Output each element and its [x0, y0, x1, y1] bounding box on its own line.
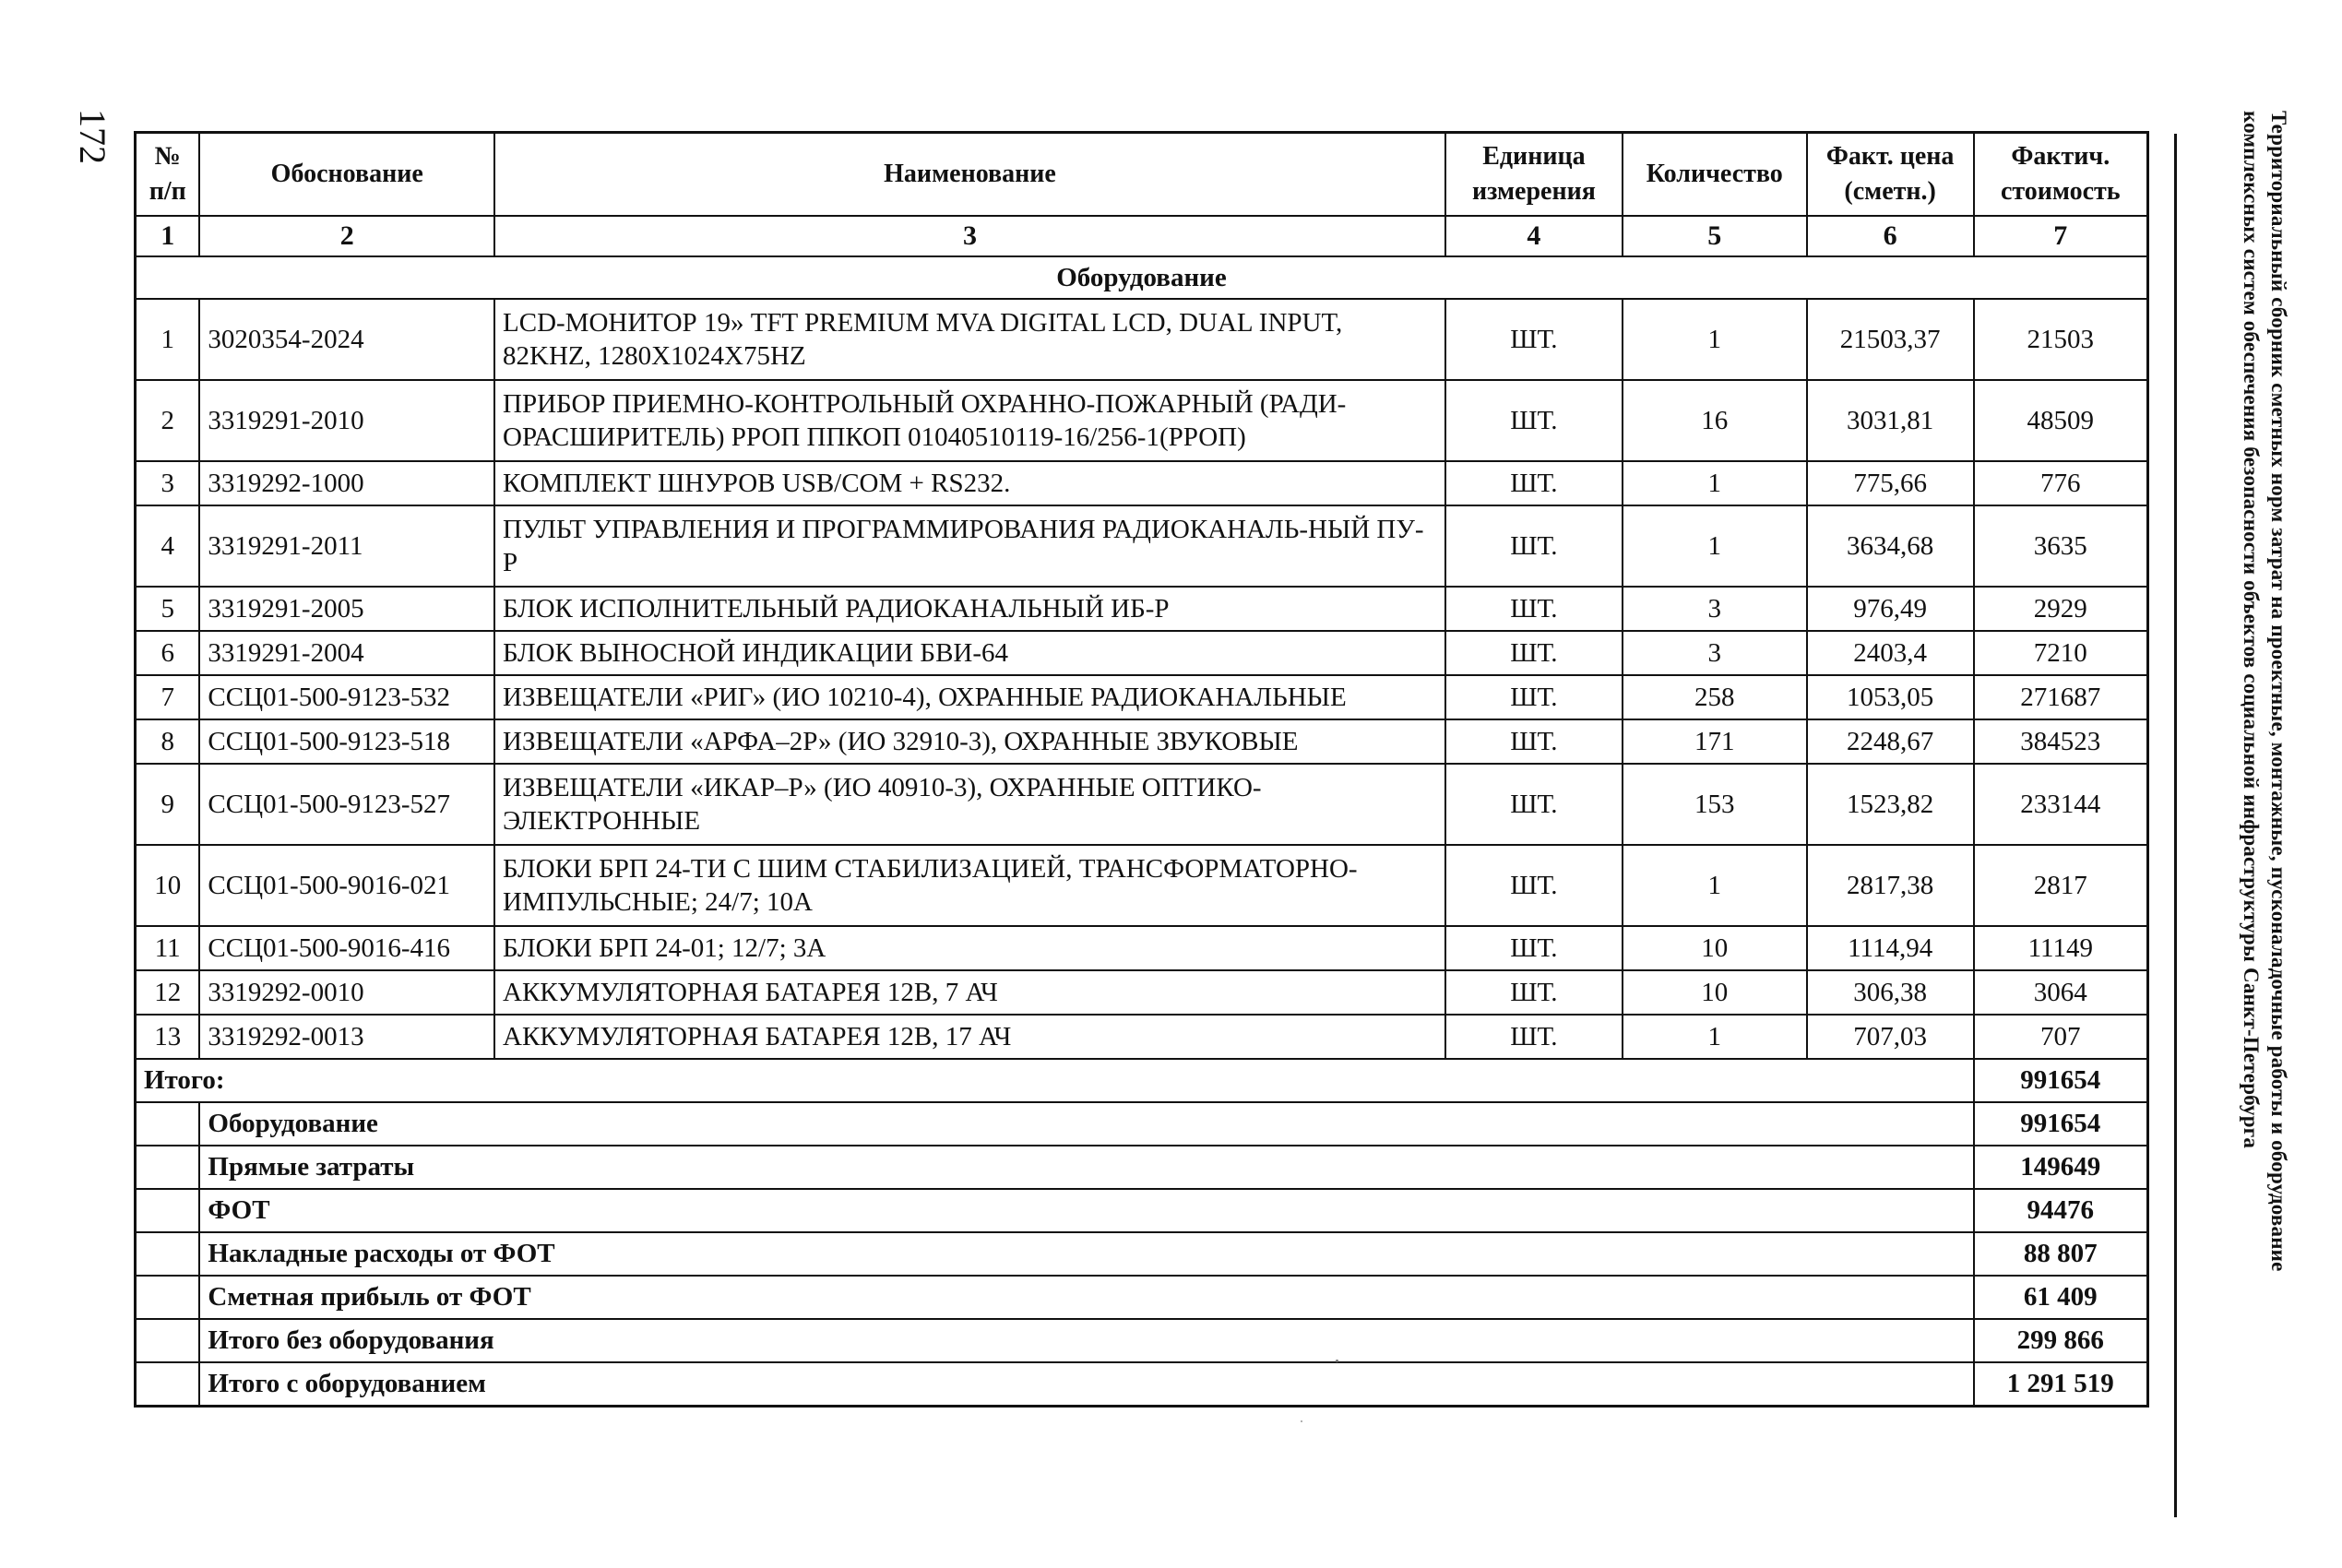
total-label: Итого:: [136, 1059, 1974, 1102]
row-code: 3319292-0013: [199, 1015, 494, 1059]
row-number: 6: [136, 631, 200, 675]
summary-label: Оборудование: [199, 1102, 1973, 1146]
row-number: 10: [136, 845, 200, 926]
row-quantity: 171: [1623, 719, 1807, 764]
table-row: [136, 505, 2148, 587]
row-price: 3634,68: [1807, 505, 1974, 587]
row-quantity: 3: [1623, 631, 1807, 675]
row-cost: 3064: [1974, 970, 2148, 1015]
column-number: 5: [1623, 216, 1807, 256]
estimate-table: [134, 131, 2149, 1408]
row-number: 13: [136, 1015, 200, 1059]
header-number-line2: п/п: [149, 177, 186, 206]
row-price: 1053,05: [1807, 675, 1974, 719]
row-unit: ШТ.: [1445, 845, 1623, 926]
row-unit: ШТ.: [1445, 505, 1623, 587]
row-price: 306,38: [1807, 970, 1974, 1015]
row-cost: 707: [1974, 1015, 2148, 1059]
row-code: 3319291-2004: [199, 631, 494, 675]
row-cost: 48509: [1974, 380, 2148, 461]
column-number: 7: [1974, 216, 2148, 256]
section-row: [136, 256, 2148, 299]
row-name: АККУМУЛЯТОРНАЯ БАТАРЕЯ 12В, 17 АЧ: [494, 1015, 1445, 1059]
row-cost: 384523: [1974, 719, 2148, 764]
summary-label: Прямые затраты: [199, 1146, 1973, 1189]
column-number: 1: [136, 216, 200, 256]
header-number: [136, 133, 200, 217]
row-cost: 11149: [1974, 926, 2148, 970]
row-number: 4: [136, 505, 200, 587]
row-quantity: 1: [1623, 299, 1807, 380]
row-cost: 2817: [1974, 845, 2148, 926]
summary-value: 149649: [1974, 1146, 2148, 1189]
side-running-header: [2237, 111, 2292, 1494]
table-row: [136, 926, 2148, 970]
scan-speck: [1301, 1420, 1302, 1422]
row-number: 11: [136, 926, 200, 970]
table-row: [136, 461, 2148, 505]
summary-spacer: [136, 1319, 200, 1362]
header-unit: [1445, 133, 1623, 217]
header-price: [1807, 133, 1974, 217]
row-unit: ШТ.: [1445, 926, 1623, 970]
summary-spacer: [136, 1146, 200, 1189]
row-unit: ШТ.: [1445, 1015, 1623, 1059]
total-value: 991654: [1974, 1059, 2148, 1102]
header-cost-line2: стоимость: [2000, 177, 2121, 206]
summary-value: 94476: [1974, 1189, 2148, 1232]
row-quantity: 1: [1623, 845, 1807, 926]
row-unit: ШТ.: [1445, 970, 1623, 1015]
row-name: ПУЛЬТ УПРАВЛЕНИЯ И ПРОГРАММИРОВАНИЯ РАДИОКАНАЛЬ-НЫЙ ПУ-Р: [494, 505, 1445, 587]
header-quantity: Количество: [1623, 133, 1807, 217]
table-row: [136, 1015, 2148, 1059]
row-code: 3319291-2011: [199, 505, 494, 587]
row-cost: 3635: [1974, 505, 2148, 587]
row-unit: ШТ.: [1445, 587, 1623, 631]
summary-row: [136, 1362, 2148, 1407]
row-name: БЛОКИ БРП 24-ТИ С ШИМ СТАБИЛИЗАЦИЕЙ, ТРАНСФОРМАТОРНО-ИМПУЛЬСНЫЕ; 24/7; 10А: [494, 845, 1445, 926]
page-number: 172: [72, 109, 113, 164]
row-code: 3319291-2010: [199, 380, 494, 461]
row-unit: ШТ.: [1445, 764, 1623, 845]
row-code: ССЦ01-500-9123-532: [199, 675, 494, 719]
header-cost: [1974, 133, 2148, 217]
column-number: 4: [1445, 216, 1623, 256]
row-name: LCD-МОНИТОР 19» TFT PREMIUM MVA DIGITAL LCD, DUAL INPUT, 82KHZ, 1280X1024X75HZ: [494, 299, 1445, 380]
summary-label: ФОТ: [199, 1189, 1973, 1232]
row-price: 3031,81: [1807, 380, 1974, 461]
header-basis: Обоснование: [199, 133, 494, 217]
row-name: КОМПЛЕКТ ШНУРОВ USB/COM + RS232.: [494, 461, 1445, 505]
row-name: ИЗВЕЩАТЕЛИ «ИКАР–Р» (ИО 40910-3), ОХРАННЫЕ ОПТИКО-ЭЛЕКТРОННЫЕ: [494, 764, 1445, 845]
row-number: 8: [136, 719, 200, 764]
row-code: 3319291-2005: [199, 587, 494, 631]
row-price: 1114,94: [1807, 926, 1974, 970]
row-price: 1523,82: [1807, 764, 1974, 845]
table-row: [136, 719, 2148, 764]
row-price: 2248,67: [1807, 719, 1974, 764]
row-quantity: 258: [1623, 675, 1807, 719]
row-name: АККУМУЛЯТОРНАЯ БАТАРЕЯ 12В, 7 АЧ: [494, 970, 1445, 1015]
row-price: 2817,38: [1807, 845, 1974, 926]
summary-row: [136, 1102, 2148, 1146]
row-cost: 776: [1974, 461, 2148, 505]
summary-value: 991654: [1974, 1102, 2148, 1146]
summary-value: 299 866: [1974, 1319, 2148, 1362]
row-unit: ШТ.: [1445, 675, 1623, 719]
row-number: 5: [136, 587, 200, 631]
row-quantity: 1: [1623, 505, 1807, 587]
row-price: 775,66: [1807, 461, 1974, 505]
row-quantity: 3: [1623, 587, 1807, 631]
summary-value: 61 409: [1974, 1276, 2148, 1319]
summary-spacer: [136, 1276, 200, 1319]
row-name: БЛОК ИСПОЛНИТЕЛЬНЫЙ РАДИОКАНАЛЬНЫЙ ИБ-Р: [494, 587, 1445, 631]
row-cost: 7210: [1974, 631, 2148, 675]
summary-value: 88 807: [1974, 1232, 2148, 1276]
row-code: ССЦ01-500-9016-021: [199, 845, 494, 926]
table-row: [136, 764, 2148, 845]
row-unit: ШТ.: [1445, 299, 1623, 380]
row-unit: ШТ.: [1445, 380, 1623, 461]
row-unit: ШТ.: [1445, 719, 1623, 764]
scan-speck: [1336, 1360, 1338, 1362]
row-price: 976,49: [1807, 587, 1974, 631]
table-row: [136, 631, 2148, 675]
row-number: 2: [136, 380, 200, 461]
summary-label: Итого с оборудованием: [199, 1362, 1973, 1407]
summary-label: Сметная прибыль от ФОТ: [199, 1276, 1973, 1319]
header-rule: [2174, 134, 2177, 1517]
column-number: 2: [199, 216, 494, 256]
row-code: 3020354-2024: [199, 299, 494, 380]
table-header-row: [136, 133, 2148, 217]
header-cost-line1: Фактич.: [2011, 142, 2110, 171]
row-name: ИЗВЕЩАТЕЛИ «АРФА–2Р» (ИО 32910-3), ОХРАННЫЕ ЗВУКОВЫЕ: [494, 719, 1445, 764]
row-number: 1: [136, 299, 200, 380]
row-unit: ШТ.: [1445, 461, 1623, 505]
row-price: 707,03: [1807, 1015, 1974, 1059]
row-price: 2403,4: [1807, 631, 1974, 675]
row-quantity: 153: [1623, 764, 1807, 845]
summary-spacer: [136, 1102, 200, 1146]
header-unit-line1: Единица: [1482, 142, 1586, 171]
row-name: БЛОКИ БРП 24-01; 12/7; 3А: [494, 926, 1445, 970]
row-code: ССЦ01-500-9123-518: [199, 719, 494, 764]
table-row: [136, 845, 2148, 926]
column-number: 6: [1807, 216, 1974, 256]
row-name: БЛОК ВЫНОСНОЙ ИНДИКАЦИИ БВИ-64: [494, 631, 1445, 675]
row-quantity: 10: [1623, 970, 1807, 1015]
summary-row: [136, 1276, 2148, 1319]
row-code: ССЦ01-500-9123-527: [199, 764, 494, 845]
row-number: 3: [136, 461, 200, 505]
row-price: 21503,37: [1807, 299, 1974, 380]
row-cost: 21503: [1974, 299, 2148, 380]
summary-label: Итого без оборудования: [199, 1319, 1973, 1362]
row-name: ПРИБОР ПРИЕМНО-КОНТРОЛЬНЫЙ ОХРАННО-ПОЖАРНЫЙ (РАДИ-ОРАСШИРИТЕЛЬ) РРОП ППКОП 01040510119-16/256-1(РРОП): [494, 380, 1445, 461]
row-number: 7: [136, 675, 200, 719]
row-quantity: 1: [1623, 1015, 1807, 1059]
row-number: 12: [136, 970, 200, 1015]
header-name: Наименование: [494, 133, 1445, 217]
summary-row: [136, 1232, 2148, 1276]
summary-row: [136, 1319, 2148, 1362]
row-quantity: 1: [1623, 461, 1807, 505]
table-row: [136, 587, 2148, 631]
summary-row: [136, 1146, 2148, 1189]
row-cost: 233144: [1974, 764, 2148, 845]
header-price-line2: (сметн.): [1844, 177, 1936, 206]
row-quantity: 10: [1623, 926, 1807, 970]
row-quantity: 16: [1623, 380, 1807, 461]
row-code: 3319292-1000: [199, 461, 494, 505]
row-cost: 2929: [1974, 587, 2148, 631]
total-row: [136, 1059, 2148, 1102]
summary-value: 1 291 519: [1974, 1362, 2148, 1407]
header-price-line1: Факт. цена: [1825, 142, 1955, 171]
table-row: [136, 970, 2148, 1015]
column-number: 3: [494, 216, 1445, 256]
row-code: ССЦ01-500-9016-416: [199, 926, 494, 970]
summary-row: [136, 1189, 2148, 1232]
side-header-line-2: комплексных систем обеспечения безопасности объектов социальной инфраструктуры Санкт-Петербурга: [2240, 111, 2263, 1149]
row-number: 9: [136, 764, 200, 845]
table-row: [136, 675, 2148, 719]
table-row: [136, 380, 2148, 461]
table-row: [136, 299, 2148, 380]
row-name: ИЗВЕЩАТЕЛИ «РИГ» (ИО 10210-4), ОХРАННЫЕ РАДИОКАНАЛЬНЫЕ: [494, 675, 1445, 719]
summary-spacer: [136, 1362, 200, 1407]
side-header-line-1: Территориальный сборник сметных норм затрат на проектные, монтажные, пусконаладочные работы и оборудование: [2267, 111, 2290, 1272]
row-code: 3319292-0010: [199, 970, 494, 1015]
summary-spacer: [136, 1189, 200, 1232]
column-number-row: [136, 216, 2148, 256]
summary-spacer: [136, 1232, 200, 1276]
row-cost: 271687: [1974, 675, 2148, 719]
header-number-line1: №: [154, 142, 181, 171]
section-title: Оборудование: [136, 256, 2148, 299]
header-unit-line2: измерения: [1471, 177, 1596, 206]
summary-label: Накладные расходы от ФОТ: [199, 1232, 1973, 1276]
row-unit: ШТ.: [1445, 631, 1623, 675]
